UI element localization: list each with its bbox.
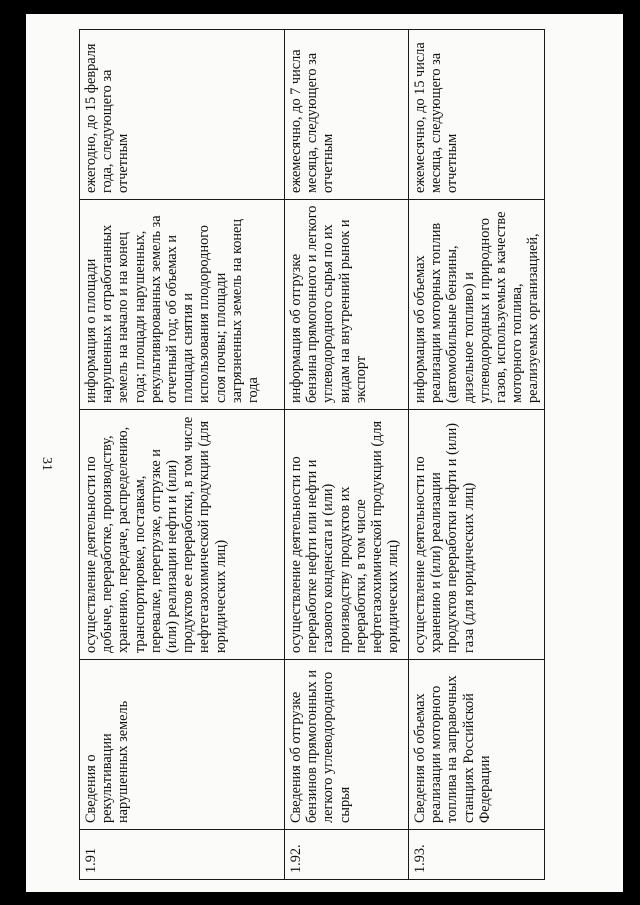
activity-description: осуществление деятельности по хранению и (или) реализации продуктов переработки нефти и (или) газа (для юридических лиц) bbox=[409, 410, 545, 660]
report-deadline: ежегодно, до 15 февраля года, следующего за отчетным bbox=[80, 30, 285, 200]
report-deadline: ежемесячно, до 15 числа месяца, следующего за отчетным bbox=[409, 30, 545, 200]
report-content: информация об объемах реализации моторных топлив (автомобильные бензины, дизельное топливо) и углеводородных и природного газов, используемых в качестве моторного топлива, реализуемых организацией, bbox=[409, 200, 545, 410]
row-number: 1.91 bbox=[80, 830, 285, 880]
activity-description: осуществление деятельности по добыче, переработке, производству, хранению, передаче, распределению, транспортировке, поставкам, перевалке, перегрузке, отгрузке и (или) реализации нефти и (или) продуктов ее переработки, в том числе нефтегазохимической продукции (для юридических лиц) bbox=[80, 410, 285, 660]
rotated-table-wrapper bbox=[79, 30, 542, 880]
row-number: 1.93. bbox=[409, 830, 545, 880]
page-number: 31 bbox=[39, 457, 54, 471]
report-content: информация о площади нарушенных и отработанных земель на начало и на конец года; площади нарушенных, рекультивированных земель за отчетный год; об объемах и площади снятия и использования плодородного слоя почвы; площади загрязненных земель на конец года bbox=[80, 200, 285, 410]
reporting-table bbox=[79, 29, 545, 880]
table-row bbox=[409, 30, 545, 880]
table-row bbox=[80, 30, 285, 880]
row-number: 1.92. bbox=[285, 830, 409, 880]
table-row bbox=[285, 30, 409, 880]
activity-description: осуществление деятельности по переработке нефти или нефти и газового конденсата и (или) производству продуктов их переработки, в том числе нефтегазохимической продукции (для юридических лиц) bbox=[285, 410, 409, 660]
report-deadline: ежемесячно, до 7 числа месяца, следующего за отчетным bbox=[285, 30, 409, 200]
report-name: Сведения о рекультивации нарушенных земель bbox=[80, 660, 285, 830]
report-name: Сведения об объемах реализации моторного топлива на заправочных станциях Российской Федерации bbox=[409, 660, 545, 830]
report-name: Сведения об отгрузке бензинов прямогонных и легкого углеводородного сырья bbox=[285, 660, 409, 830]
report-content: информация об отгрузке бензина прямогонного и легкого углеводородного сырья по их видам на внутренний рынок и экспорт bbox=[285, 200, 409, 410]
